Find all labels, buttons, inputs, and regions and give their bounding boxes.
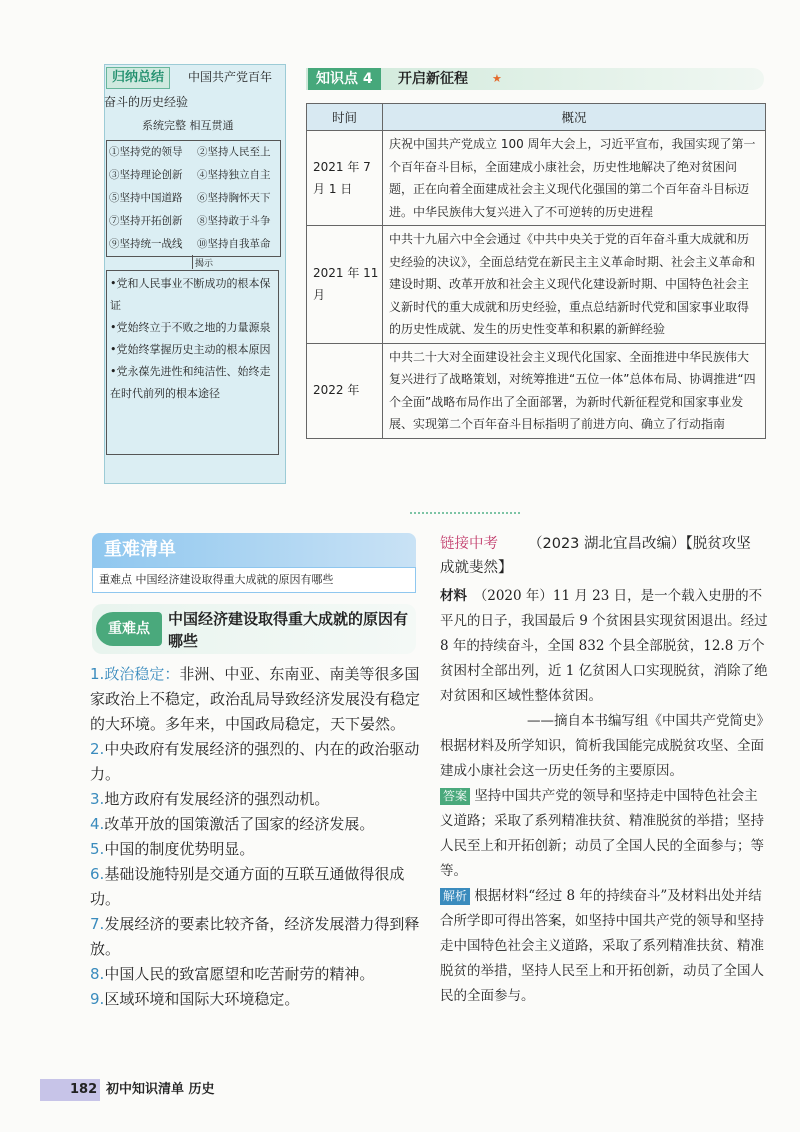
lesson-item: •党始终立于不败之地的力量源泉 bbox=[110, 321, 271, 334]
experience-item: ⑧坚持敢于斗争 bbox=[197, 215, 271, 227]
section-divider bbox=[410, 512, 520, 514]
exam-material: 材料 （2020 年）11 月 23 日，是一个载入史册的不平凡的日子，我国最后 9 个贫困县实现贫困退出。经过 8 年的持续奋斗，全国 832 个县全部脱贫，12.8 万个贫困村全部出列，近 1 亿贫困人口实现脱贫，消除了绝对贫困和区域性整体贫困。 bbox=[440, 588, 768, 704]
experience-item: ③坚持理论创新 bbox=[109, 169, 183, 181]
list-item: 7.发展经济的要素比较齐备，经济发展潜力得到释放。 bbox=[90, 915, 420, 958]
table-header-desc: 概况 bbox=[383, 104, 766, 131]
row-time: 2021 年 11 月 bbox=[307, 226, 383, 344]
row-desc: 中共二十大对全面建设社会主义现代化国家、全面推进中华民族伟大复兴进行了战略策划，对统筹推进“五位一体”总体布局、协调推进“四个全面”战略布局作出了全面部署，为新时代新征程党和国家事业发展、实现第二个百年奋斗目标指明了前进方向、确立了行动指南 bbox=[383, 343, 766, 438]
summary-subtitle: 系统完整 相互贯通 bbox=[142, 119, 234, 132]
lessons-box bbox=[106, 270, 279, 455]
lesson-item: •党和人民事业不断成功的根本保证 bbox=[110, 277, 271, 312]
summary-tag: 归纳总结 bbox=[106, 67, 170, 89]
table-row bbox=[307, 226, 766, 344]
row-time: 2022 年 bbox=[307, 343, 383, 438]
list-item: 8.中国人民的致富愿望和吃苦耐劳的精神。 bbox=[90, 965, 375, 983]
footer-title: 初中知识清单 历史 bbox=[106, 1082, 215, 1097]
row-desc: 庆祝中国共产党成立 100 周年大会上，习近平宣布，我国实现了第一个百年奋斗目标，全面建成小康社会，历史性地解决了绝对贫困问题，正在向着全面建成社会主义现代化强国的第二个百年奋斗目标迈进。中华民族伟大复兴进入了不可逆转的历史进程 bbox=[383, 131, 766, 226]
difficulty-badge: 重难点 bbox=[96, 612, 162, 646]
row-time: 2021 年 7 月 1 日 bbox=[307, 131, 383, 226]
difficulty-question: 重难点 中国经济建设取得重大成就的原因有哪些 bbox=[92, 567, 416, 593]
star-icon: ★ bbox=[492, 72, 502, 85]
experience-item: ②坚持人民至上 bbox=[197, 146, 271, 158]
lesson-item: •党永葆先进性和纯洁性、始终走在时代前列的根本途径 bbox=[110, 365, 271, 400]
exam-source: （2023 湖北宜昌改编）【脱贫攻坚 bbox=[528, 536, 751, 552]
exam-answer: 答案 坚持中国共产党的领导和坚持走中国特色社会主义道路；采取了系列精准扶贫、精准脱贫的举措；坚持人民至上和开拓创新；动员了全国人民的全面参与；等等。 bbox=[440, 788, 764, 879]
summary-title-line2: 奋斗的历史经验 bbox=[104, 95, 189, 109]
summary-title-line1: 中国共产党百年 bbox=[188, 70, 273, 84]
timeline-table bbox=[306, 103, 766, 439]
list-item: 4.改革开放的国策激活了国家的经济发展。 bbox=[90, 815, 375, 833]
exam-attribution: ——摘自本书编写组《中国共产党简史》 bbox=[527, 713, 770, 729]
exam-source-line2: 成就斐然】 bbox=[440, 560, 513, 576]
kp4-title: 开启新征程 bbox=[398, 71, 468, 87]
list-item: 3.地方政府有发展经济的强烈动机。 bbox=[90, 790, 330, 808]
experience-item: ⑤坚持中国道路 bbox=[109, 192, 183, 204]
list-item: 2.中央政府有发展经济的强烈的、内在的政治驱动力。 bbox=[90, 740, 420, 783]
table-header-time: 时间 bbox=[307, 104, 383, 131]
list-item: 9.区域环境和国际大环境稳定。 bbox=[90, 990, 300, 1008]
exam-analysis: 解析 根据材料“经过 8 年的持续奋斗”及材料出处并结合所学即可得出答案，如坚持中国共产党的领导和坚持走中国特色社会主义道路，采取了系列精准扶贫、精准脱贫的举措，坚持人民至上和开拓创新，动员了全国人民的全面参与。 bbox=[440, 888, 764, 1004]
table-row bbox=[307, 343, 766, 438]
row-desc: 中共十九届六中全会通过《中共中央关于党的百年奋斗重大成就和历史经验的决议》，全面总结党在新民主主义革命时期、社会主义革命和建设时期、改革开放和社会主义现代化建设新时期、中国特色社会主义新时代的重大成就和历史经验，重点总结新时代党和国家事业取得的历史性成就、发生的历史性变革和积累的新鲜经验 bbox=[383, 226, 766, 344]
difficulty-header: 重难清单 bbox=[104, 539, 176, 560]
experience-item: ⑥坚持胸怀天下 bbox=[197, 192, 271, 204]
page-number: 182 bbox=[70, 1082, 98, 1097]
list-item: 1.政治稳定：非洲、中亚、东南亚、南美等很多国家政治上不稳定，政治乱局导致经济发展没有稳定的大环境。多年来，中国政局稳定，天下晏然。 bbox=[90, 665, 421, 733]
exam-link-label: 链接中考 bbox=[440, 536, 498, 552]
reveal-arrow bbox=[192, 255, 193, 269]
experience-item: ⑩坚持自我革命 bbox=[197, 238, 271, 250]
experience-item: ④坚持独立自主 bbox=[197, 169, 271, 181]
list-item: 6.基础设施特别是交通方面的互联互通做得很成功。 bbox=[90, 865, 405, 908]
exam-question: 根据材料及所学知识，简析我国能完成脱贫攻坚、全面建成小康社会这一历史任务的主要原因。 bbox=[440, 738, 764, 779]
reveal-label: 揭示 bbox=[195, 259, 214, 269]
experience-item: ⑨坚持统一战线 bbox=[109, 238, 183, 250]
reasons-list bbox=[90, 662, 420, 1012]
table-row bbox=[307, 131, 766, 226]
experience-grid bbox=[106, 140, 281, 257]
difficulty-title: 中国经济建设取得重大成就的原因有哪些 bbox=[168, 610, 409, 650]
lesson-item: •党始终掌握历史主动的根本原因 bbox=[110, 343, 271, 356]
exam-body bbox=[440, 584, 770, 1009]
list-item: 5.中国的制度优势明显。 bbox=[90, 840, 255, 858]
experience-item: ⑦坚持开拓创新 bbox=[109, 215, 183, 227]
experience-item: ①坚持党的领导 bbox=[109, 146, 183, 158]
kp4-tag: 知识点 4 bbox=[308, 68, 381, 90]
